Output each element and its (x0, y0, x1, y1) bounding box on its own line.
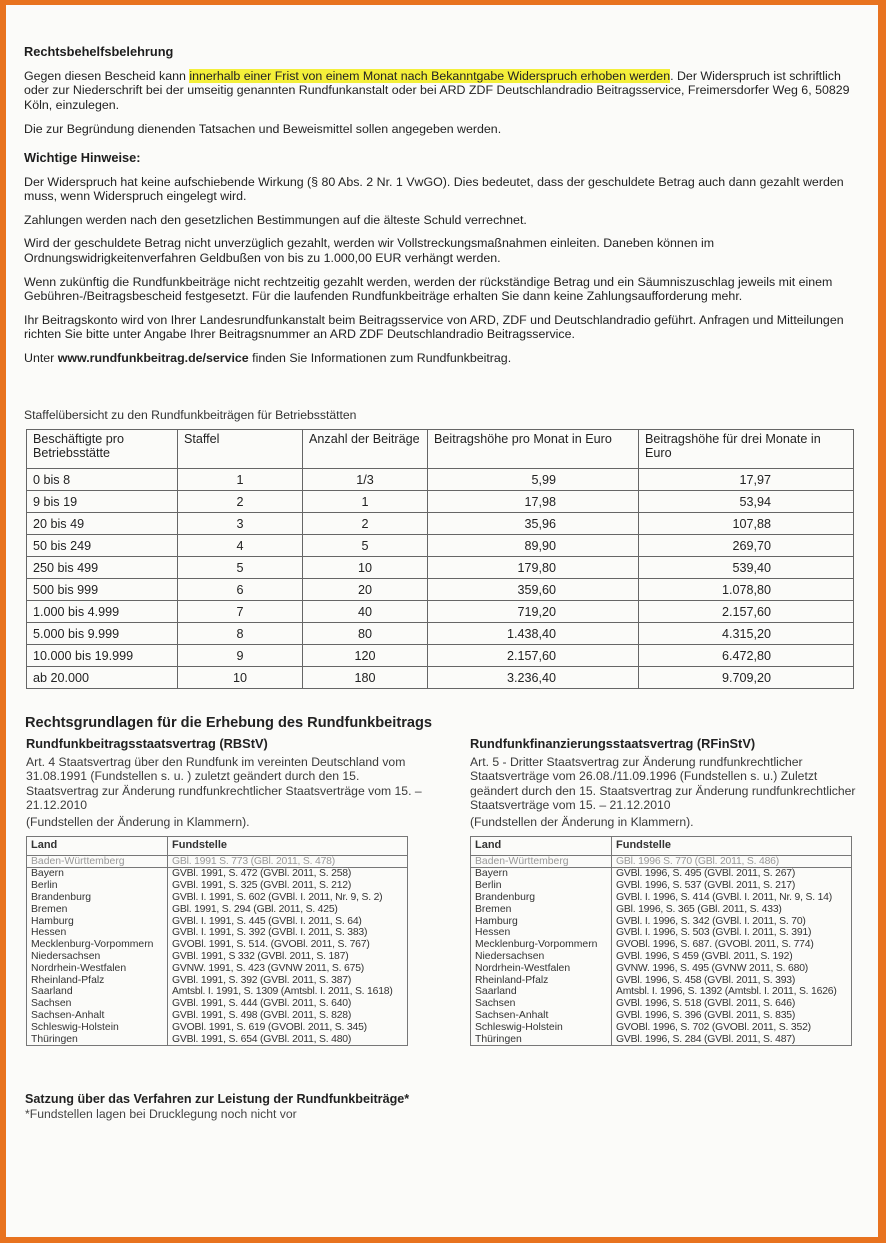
land-row (471, 892, 852, 904)
cell-monat: 359,60 (428, 579, 639, 601)
land-fundstelle: GVBl. 1996, S 459 (GVBl. 2011, S. 192) (612, 951, 852, 963)
col-beschaeftigte: Beschäftigte pro Betriebsstätte (27, 430, 178, 469)
cell-beschaeftigte: ab 20.000 (27, 667, 178, 689)
cell-drei-monate: 4.315,20 (639, 623, 854, 645)
land-fundstelle: GVOBl. 1996, S. 687. (GVOBl. 2011, S. 774) (612, 939, 852, 951)
rbstv-description: Art. 4 Staatsvertrag über den Rundfunk im vereinten Deutschland vom 31.08.1991 (Fundstellen s. u. ) zuletzt geändert durch den 15. Staatsvertrag zur Änderung rundfunkrechtlicher Staatsverträge vom 15. – 21.12.2010 (26, 754, 422, 813)
land-name: Sachsen (27, 998, 168, 1010)
note-1: Der Widerspruch hat keine aufschiebende Wirkung (§ 80 Abs. 2 Nr. 1 VwGO). Dies bedeutet, dass der geschuldete Betrag auch dann gezahlt werden muss, wenn Widerspruch eingelegt wird. (24, 174, 844, 204)
land-row (27, 892, 408, 904)
cell-anzahl: 10 (303, 557, 428, 579)
land-fundstelle: GBl. 1996 S. 770 (GBl. 2011, S. 486) (612, 855, 852, 868)
cell-anzahl: 180 (303, 667, 428, 689)
land-row (27, 975, 408, 987)
land-name: Baden-Württemberg (27, 855, 168, 868)
staffel-table (26, 429, 854, 689)
land-name: Hessen (27, 927, 168, 939)
staffel-caption: Staffelübersicht zu den Rundfunkbeiträgen für Betriebsstätten (24, 408, 357, 422)
land-row (471, 951, 852, 963)
land-fundstelle: GVBl. 1991, S. 498 (GVBl. 2011, S. 828) (168, 1010, 408, 1022)
land-name: Brandenburg (471, 892, 612, 904)
cell-anzahl: 1 (303, 491, 428, 513)
cell-anzahl: 40 (303, 601, 428, 623)
cell-monat: 1.438,40 (428, 623, 639, 645)
land-fundstelle: GVOBl. 1991, S. 514. (GVOBl. 2011, S. 767) (168, 939, 408, 951)
notes-heading: Wichtige Hinweise: (24, 149, 141, 165)
land-row (27, 998, 408, 1010)
cell-staffel: 1 (178, 469, 303, 491)
staffel-row (27, 557, 854, 579)
cell-staffel: 2 (178, 491, 303, 513)
instruction-paragraph-2: Die zur Begründung dienenden Tatsachen und Beweismittel sollen angegeben werden. (24, 122, 502, 137)
land-fundstelle: GBl. 1991, S. 294 (GBl. 2011, S. 425) (168, 904, 408, 916)
rfinstv-description: Art. 5 - Dritter Staatsvertrag zur Änderung rundfunkrechtlicher Staatsverträge vom 26.08./11.09.1996 (Fundstellen s. u.) Zuletzt geändert durch den 15. Staatsvertrag zur Änderung rundfunkrechtlicher Staatsverträge vom 15. – 21.12.2010 (470, 754, 856, 813)
cell-beschaeftigte: 5.000 bis 9.999 (27, 623, 178, 645)
cell-drei-monate: 17,97 (639, 469, 854, 491)
cell-beschaeftigte: 1.000 bis 4.999 (27, 601, 178, 623)
land-row (471, 986, 852, 998)
cell-drei-monate: 539,40 (639, 557, 854, 579)
land-fundstelle: GVBl. 1996, S. 458 (GVBl. 2011, S. 393) (612, 975, 852, 987)
rbstv-col-land: Land (27, 836, 168, 855)
staffel-row (27, 469, 854, 491)
land-name: Schleswig-Holstein (27, 1022, 168, 1034)
rfinstv-col-fundstelle: Fundstelle (612, 836, 852, 855)
land-row (471, 939, 852, 951)
staffel-row (27, 667, 854, 689)
land-row (471, 1010, 852, 1022)
col-monat: Beitragshöhe pro Monat in Euro (428, 430, 639, 469)
satzung-note: *Fundstellen lagen bei Drucklegung noch nicht vor (25, 1106, 297, 1121)
cell-monat: 5,99 (428, 469, 639, 491)
rbstv-title: Rundfunkbeitragsstaatsvertrag (RBStV) (26, 736, 268, 751)
cell-anzahl: 20 (303, 579, 428, 601)
cell-anzahl: 120 (303, 645, 428, 667)
note-4: Wenn zukünftig die Rundfunkbeiträge nicht rechtzeitig gezahlt werden, werden der rückständige Betrag und ein Säumniszuschlag jeweils mit einem Gebühren-/Beitragsbescheid festgesetzt. Für die laufenden Rundfunkbeiträge erhalten Sie dann keine Zahlungsaufforderung mehr. (24, 274, 833, 304)
rfinstv-body (471, 855, 852, 1046)
col-drei-monate: Beitragshöhe für drei Monate in Euro (639, 430, 854, 469)
land-name: Rheinland-Pfalz (27, 975, 168, 987)
cell-anzahl: 80 (303, 623, 428, 645)
land-name: Thüringen (27, 1034, 168, 1046)
land-fundstelle: GVBl. I. 1991, S. 602 (GVBl. I. 2011, Nr. 9, S. 2) (168, 892, 408, 904)
land-row (27, 963, 408, 975)
land-fundstelle: GVBl. 1991, S. 444 (GVBl. 2011, S. 640) (168, 998, 408, 1010)
land-name: Bayern (27, 868, 168, 880)
land-fundstelle: GVBl. 1996, S. 284 (GVBl. 2011, S. 487) (612, 1034, 852, 1046)
land-fundstelle: GVBl. 1991, S 332 (GVBl. 2011, S. 187) (168, 951, 408, 963)
rfinstv-column (470, 737, 866, 1046)
land-name: Thüringen (471, 1034, 612, 1046)
land-row (471, 868, 852, 880)
land-fundstelle: Amtsbl. I. 1996, S. 1392 (Amtsbl. I. 2011, S. 1626) (612, 986, 852, 998)
rbstv-table (26, 836, 408, 1047)
land-fundstelle: GVBl. I. 1991, S. 392 (GVBl. I. 2011, S. 383) (168, 927, 408, 939)
cell-monat: 179,80 (428, 557, 639, 579)
rbstv-body (27, 855, 408, 1046)
cell-staffel: 3 (178, 513, 303, 535)
n6-post: finden Sie Informationen zum Rundfunkbeitrag. (248, 350, 512, 365)
cell-staffel: 7 (178, 601, 303, 623)
land-fundstelle: GVOBl. 1996, S. 702 (GVOBl. 2011, S. 352) (612, 1022, 852, 1034)
rfinstv-table (470, 836, 852, 1047)
land-name: Sachsen (471, 998, 612, 1010)
cell-staffel: 5 (178, 557, 303, 579)
land-fundstelle: GVBl. I. 1996, S. 503 (GVBl. I. 2011, S. 391) (612, 927, 852, 939)
note-3: Wird der geschuldete Betrag nicht unverzüglich gezahlt, werden wir Vollstreckungsmaßnahmen einleiten. Daneben können im Ordnungswidrigkeitenverfahren Geldbußen von bis zu 1.000,00 EUR verhängt werden. (24, 236, 715, 265)
rbstv-col-fundstelle: Fundstelle (168, 836, 408, 855)
cell-drei-monate: 6.472,80 (639, 645, 854, 667)
land-name: Niedersachsen (471, 951, 612, 963)
land-name: Hamburg (27, 916, 168, 928)
land-fundstelle: GVBl. 1991, S. 392 (GVBl. 2011, S. 387) (168, 975, 408, 987)
land-row (27, 868, 408, 880)
land-fundstelle: GVBl. I. 1996, S. 414 (GVBl. I. 2011, Nr. 9, S. 14) (612, 892, 852, 904)
cell-monat: 17,98 (428, 491, 639, 513)
land-row (27, 951, 408, 963)
staffel-row (27, 535, 854, 557)
cell-drei-monate: 107,88 (639, 513, 854, 535)
land-fundstelle: GBl. 1996, S. 365 (GBl. 2011, S. 433) (612, 904, 852, 916)
land-name: Saarland (27, 986, 168, 998)
land-name: Hessen (471, 927, 612, 939)
land-name: Berlin (471, 880, 612, 892)
cell-beschaeftigte: 0 bis 8 (27, 469, 178, 491)
note-2: Zahlungen werden nach den gesetzlichen Bestimmungen auf die älteste Schuld verrechnet. (24, 212, 527, 227)
cell-monat: 89,90 (428, 535, 639, 557)
cell-beschaeftigte: 10.000 bis 19.999 (27, 645, 178, 667)
service-link[interactable]: www.rundfunkbeitrag.de/service (57, 350, 249, 365)
land-fundstelle: Amtsbl. I. 1991, S. 1309 (Amtsbl. I. 2011, S. 1618) (168, 986, 408, 998)
cell-staffel: 8 (178, 623, 303, 645)
staffel-row (27, 491, 854, 513)
cell-monat: 2.157,60 (428, 645, 639, 667)
note-5: Ihr Beitragskonto wird von Ihrer Landesrundfunkanstalt beim Beitragsservice von ARD, ZDF und Deutschlandradio geführt. Anfragen und Mitteilungen richten Sie bitte unter Angabe Ihrer Beitragsnummer an ARD ZDF Deutschlandradio Beitragsservice. (24, 312, 844, 342)
land-row (471, 998, 852, 1010)
cell-drei-monate: 269,70 (639, 535, 854, 557)
cell-beschaeftigte: 250 bis 499 (27, 557, 178, 579)
land-row (471, 916, 852, 928)
land-fundstelle: GBl. 1991 S. 773 (GBl. 2011, S. 478) (168, 855, 408, 868)
land-row (471, 880, 852, 892)
land-row (27, 880, 408, 892)
land-fundstelle: GVBl. 1996, S. 518 (GVBl. 2011, S. 646) (612, 998, 852, 1010)
land-row (471, 904, 852, 916)
cell-monat: 3.236,40 (428, 667, 639, 689)
land-fundstelle: GVBl. 1991, S. 472 (GVBl. 2011, S. 258) (168, 868, 408, 880)
cell-anzahl: 1/3 (303, 469, 428, 491)
land-fundstelle: GVBl. 1991, S. 325 (GVBl. 2011, S. 212) (168, 880, 408, 892)
cell-anzahl: 2 (303, 513, 428, 535)
rfinstv-fundstellen-note: (Fundstellen der Änderung in Klammern). (470, 814, 694, 829)
satzung-section (25, 1092, 409, 1121)
land-name: Mecklenburg-Vorpommern (471, 939, 612, 951)
staffel-row (27, 623, 854, 645)
cell-staffel: 9 (178, 645, 303, 667)
land-row (27, 927, 408, 939)
grundlagen-title: Rechtsgrundlagen für die Erhebung des Rundfunkbeitrags (25, 715, 433, 731)
cell-anzahl: 5 (303, 535, 428, 557)
rbstv-fundstellen-note: (Fundstellen der Änderung in Klammern). (26, 814, 250, 829)
cell-drei-monate: 53,94 (639, 491, 854, 513)
land-row (471, 963, 852, 975)
land-row (27, 855, 408, 868)
land-name: Nordrhein-Westfalen (471, 963, 612, 975)
cell-beschaeftigte: 20 bis 49 (27, 513, 178, 535)
p1-post: . Der Widerspruch ist schriftlich oder zur Niederschrift bei der umseitig genannten Rundfunkanstalt oder bei ARD ZDF Deutschlandradio Beitragsservice, Freimersdorfer Weg 6, 50829 Köln, einzulegen. (24, 68, 850, 112)
satzung-title: Satzung über das Verfahren zur Leistung der Rundfunkbeiträge* (25, 1092, 410, 1106)
land-name: Rheinland-Pfalz (471, 975, 612, 987)
land-row (471, 1034, 852, 1046)
staffel-row (27, 601, 854, 623)
land-row (471, 927, 852, 939)
land-row (27, 1022, 408, 1034)
col-staffel: Staffel (178, 430, 303, 469)
land-row (27, 1010, 408, 1022)
land-row (27, 916, 408, 928)
land-name: Berlin (27, 880, 168, 892)
cell-staffel: 6 (178, 579, 303, 601)
land-fundstelle: GVBl. I. 1991, S. 445 (GVBl. I. 2011, S. 64) (168, 916, 408, 928)
rfinstv-col-land: Land (471, 836, 612, 855)
cell-beschaeftigte: 9 bis 19 (27, 491, 178, 513)
cell-monat: 35,96 (428, 513, 639, 535)
land-name: Niedersachsen (27, 951, 168, 963)
document-page (6, 5, 878, 1237)
land-row (471, 975, 852, 987)
cell-beschaeftigte: 50 bis 249 (27, 535, 178, 557)
col-anzahl: Anzahl der Beiträge (303, 430, 428, 469)
cell-staffel: 10 (178, 667, 303, 689)
rfinstv-title: Rundfunkfinanzierungsstaatsvertrag (RFinStV) (470, 736, 756, 751)
cell-beschaeftigte: 500 bis 999 (27, 579, 178, 601)
land-row (27, 939, 408, 951)
instruction-paragraph-1 (24, 69, 850, 113)
land-fundstelle: GVBl. 1996, S. 495 (GVBl. 2011, S. 267) (612, 868, 852, 880)
land-row (27, 986, 408, 998)
land-name: Schleswig-Holstein (471, 1022, 612, 1034)
land-name: Brandenburg (27, 892, 168, 904)
cell-drei-monate: 9.709,20 (639, 667, 854, 689)
cell-drei-monate: 1.078,80 (639, 579, 854, 601)
note-6 (24, 351, 850, 366)
n6-pre: Unter (24, 350, 58, 365)
land-name: Sachsen-Anhalt (471, 1010, 612, 1022)
land-name: Mecklenburg-Vorpommern (27, 939, 168, 951)
land-fundstelle: GVNW. 1996, S. 495 (GVNW 2011, S. 680) (612, 963, 852, 975)
land-row (471, 855, 852, 868)
staffel-row (27, 513, 854, 535)
land-fundstelle: GVOBl. 1991, S. 619 (GVOBl. 2011, S. 345) (168, 1022, 408, 1034)
land-row (471, 1022, 852, 1034)
land-fundstelle: GVNW. 1991, S. 423 (GVNW 2011, S. 675) (168, 963, 408, 975)
land-row (27, 904, 408, 916)
staffel-row (27, 579, 854, 601)
land-name: Hamburg (471, 916, 612, 928)
land-fundstelle: GVBl. I. 1996, S. 342 (GVBl. I. 2011, S. 70) (612, 916, 852, 928)
cell-staffel: 4 (178, 535, 303, 557)
rbstv-column (26, 737, 422, 1046)
land-name: Nordrhein-Westfalen (27, 963, 168, 975)
land-name: Bremen (471, 904, 612, 916)
land-name: Bayern (471, 868, 612, 880)
land-fundstelle: GVBl. 1991, S. 654 (GVBl. 2011, S. 480) (168, 1034, 408, 1046)
land-name: Baden-Württemberg (471, 855, 612, 868)
cell-monat: 719,20 (428, 601, 639, 623)
land-row (27, 1034, 408, 1046)
staffel-row (27, 645, 854, 667)
highlighted-deadline: innerhalb einer Frist von einem Monat nach Bekanntgabe Widerspruch erhoben werden (189, 68, 671, 83)
instruction-section (24, 45, 850, 372)
land-name: Sachsen-Anhalt (27, 1010, 168, 1022)
staffel-header-row (27, 430, 854, 469)
cell-drei-monate: 2.157,60 (639, 601, 854, 623)
staffel-body (27, 469, 854, 689)
land-name: Saarland (471, 986, 612, 998)
p1-pre: Gegen diesen Bescheid kann (24, 68, 190, 83)
land-fundstelle: GVBl. 1996, S. 396 (GVBl. 2011, S. 835) (612, 1010, 852, 1022)
land-fundstelle: GVBl. 1996, S. 537 (GVBl. 2011, S. 217) (612, 880, 852, 892)
instruction-heading: Rechtsbehelfsbelehrung (24, 44, 174, 59)
land-name: Bremen (27, 904, 168, 916)
